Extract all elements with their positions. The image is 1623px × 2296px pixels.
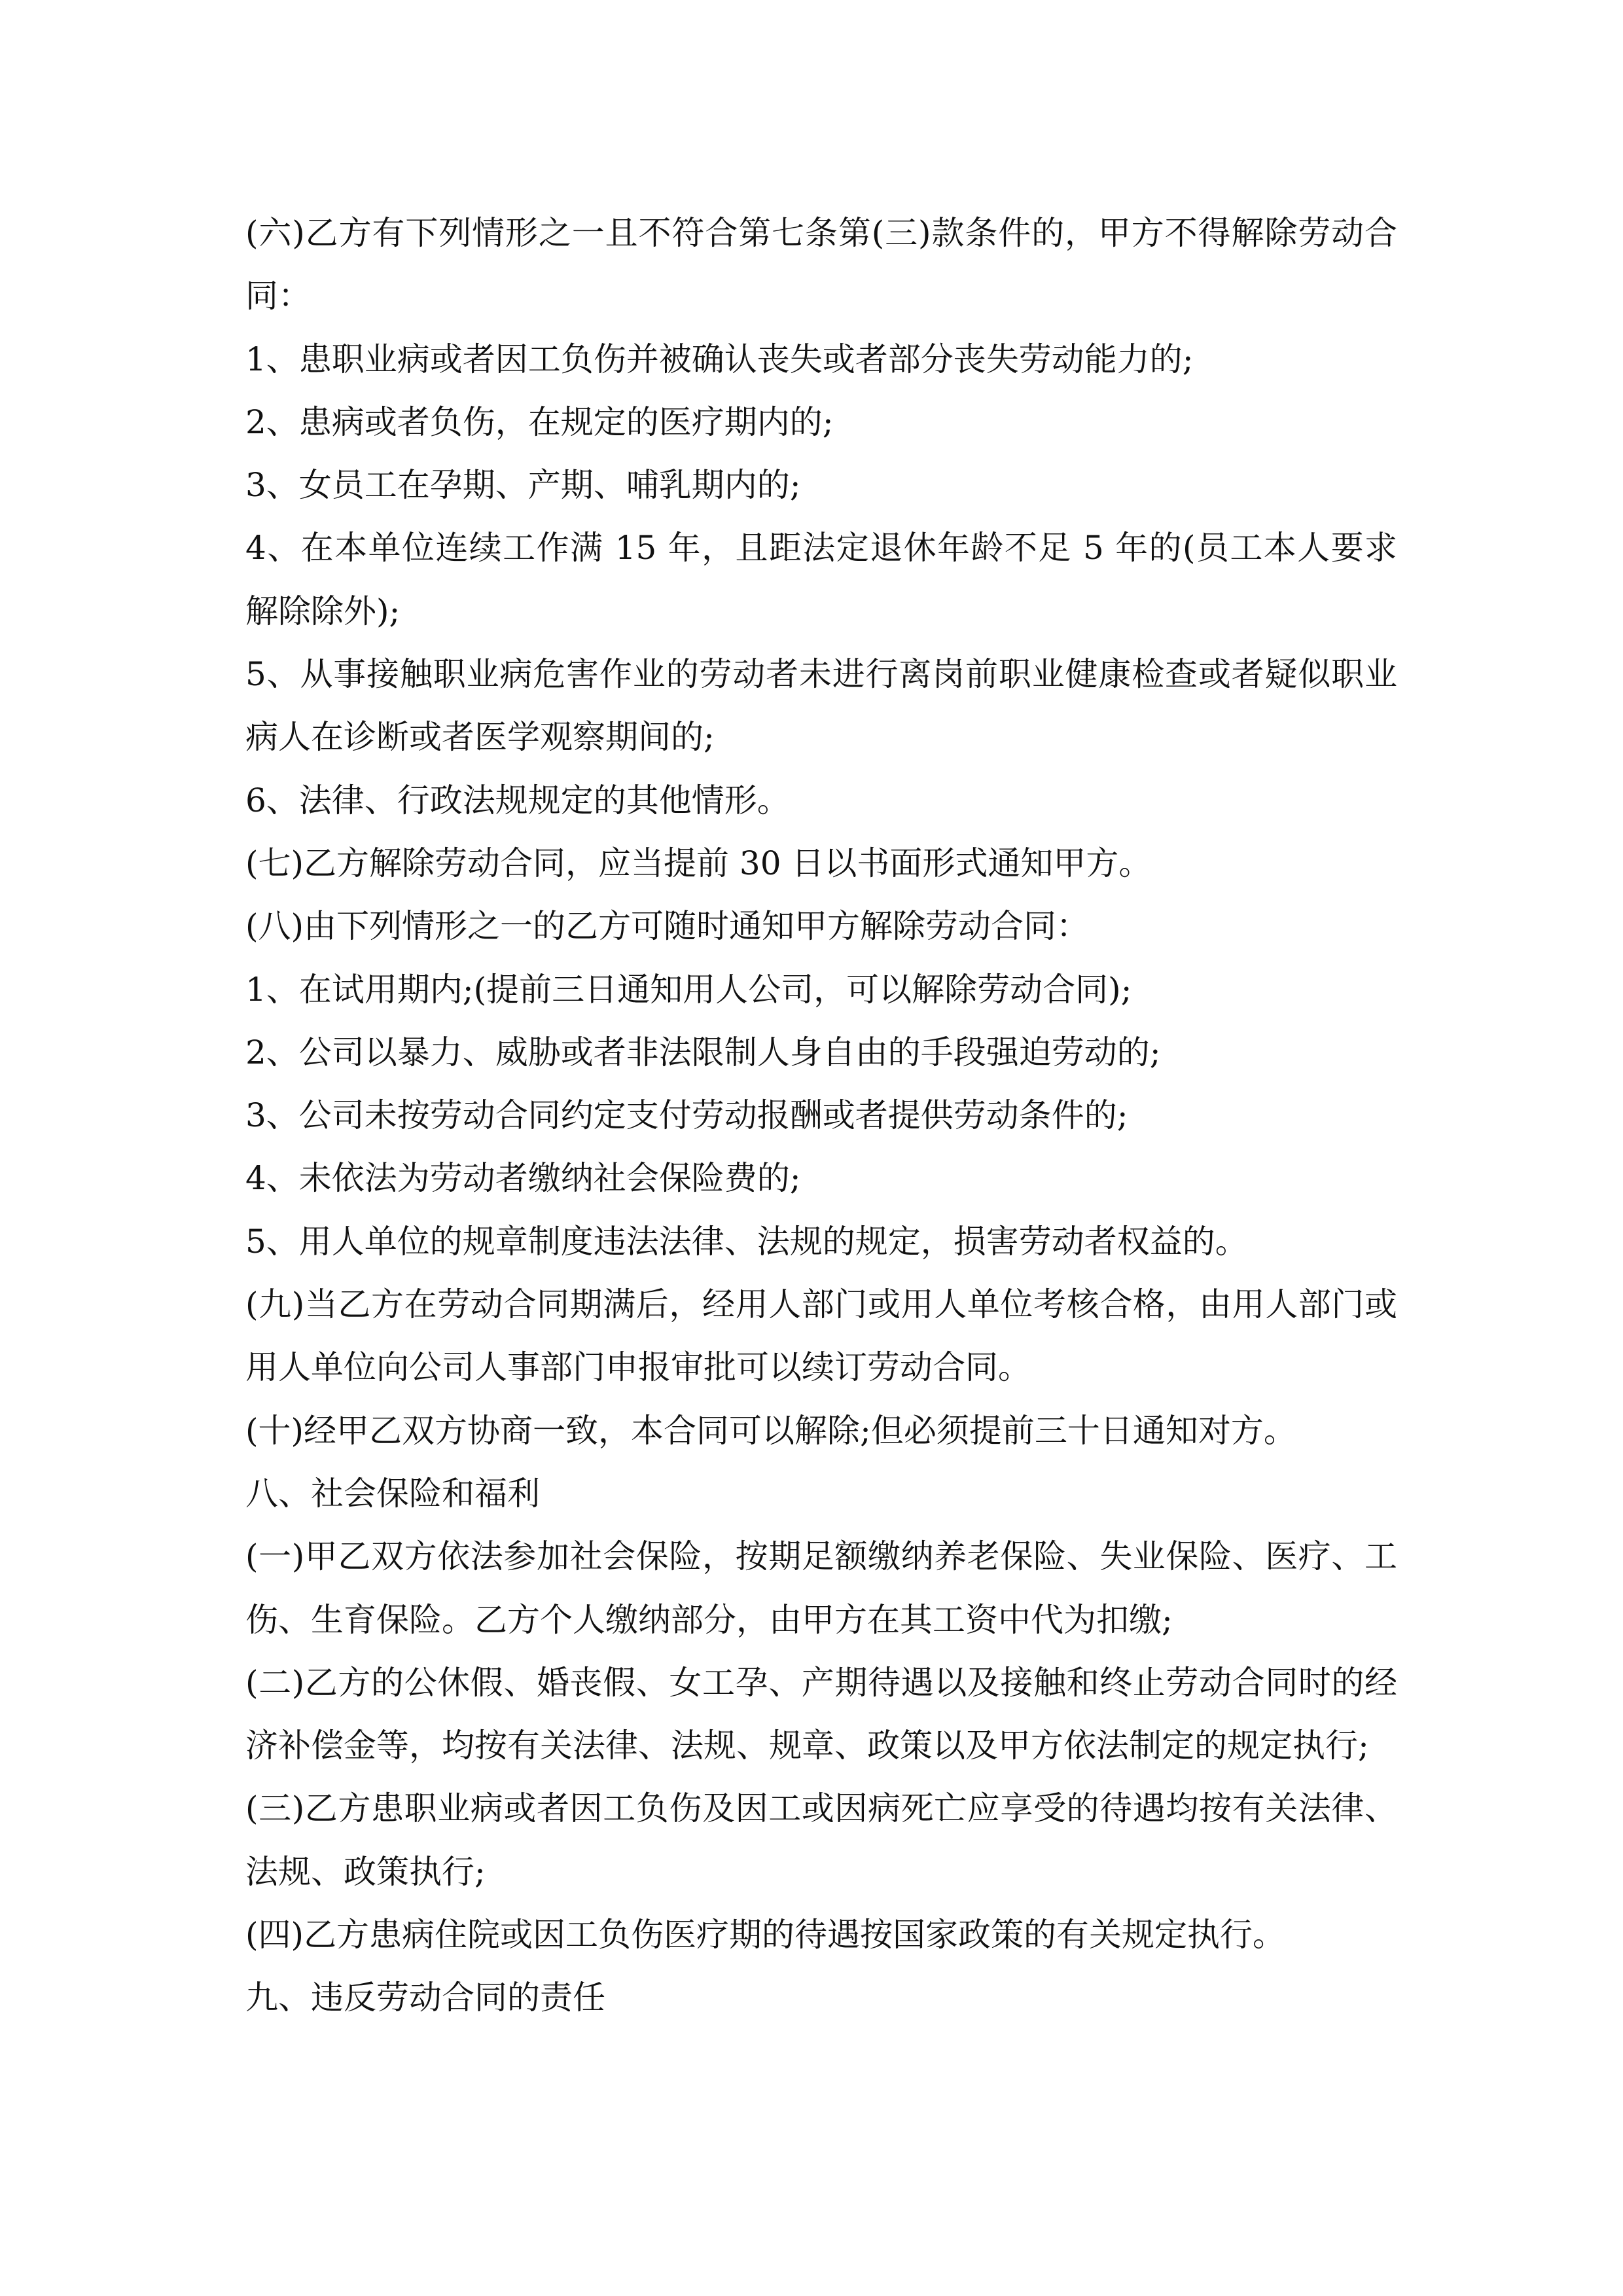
document-body [245,202,1397,2030]
paragraph-clause-8: (八)由下列情形之一的乙方可随时通知甲方解除劳动合同： [245,907,1090,946]
list-item: 2、患病或者负伤，在规定的医疗期内的; [245,403,834,441]
paragraph-social-4: (四)乙方患病住院或因工负伤医疗期的待遇按国家政策的有关规定执行。 [245,1916,1286,1954]
paragraph-clause-6: (六)乙方有下列情形之一且不符合第七条第(三)款条件的，甲方不得解除劳动合同： [245,214,1397,315]
list-item: 3、公司未按劳动合同约定支付劳动报酬或者提供劳动条件的; [245,1096,1128,1135]
list-item: 2、公司以暴力、威胁或者非法限制人身自由的手段强迫劳动的; [245,1033,1161,1071]
list-item: 5、从事接触职业病危害作业的劳动者未进行离岗前职业健康检查或者疑似职业病人在诊断或者医学观察期间的; [245,655,1397,757]
list-item: 6、法律、行政法规规定的其他情形。 [245,781,790,819]
paragraph-social-1: (一)甲乙双方依法参加社会保险，按期足额缴纳养老保险、失业保险、医疗、工伤、生育保险。乙方个人缴纳部分，由甲方在其工资中代为扣缴; [245,1537,1397,1639]
section-heading-8: 八、社会保险和福利 [245,1474,540,1513]
list-item: 1、在试用期内;(提前三日通知用人公司，可以解除劳动合同); [245,970,1132,1009]
paragraph-social-2: (二)乙方的公休假、婚丧假、女工孕、产期待遇以及接触和终止劳动合同时的经济补偿金等，均按有关法律、法规、规章、政策以及甲方依法制定的规定执行; [245,1663,1397,1765]
list-item: 4、未依法为劳动者缴纳社会保险费的; [245,1159,801,1198]
section-heading-9: 九、违反劳动合同的责任 [245,1979,605,2017]
paragraph-clause-9: (九)当乙方在劳动合同期满后，经用人部门或用人单位考核合格，由用人部门或用人单位向公司人事部门申报审批可以续订劳动合同。 [245,1285,1397,1387]
list-item: 3、女员工在孕期、产期、哺乳期内的; [245,466,801,505]
paragraph-clause-10: (十)经甲乙双方协商一致，本合同可以解除;但必须提前三十日通知对方。 [245,1411,1296,1450]
paragraph-clause-7: (七)乙方解除劳动合同，应当提前 30 日以书面形式通知甲方。 [245,844,1152,882]
paragraph-social-3: (三)乙方患职业病或者因工负伤及因工或因病死亡应享受的待遇均按有关法律、法规、政策执行; [245,1789,1397,1891]
list-item: 5、用人单位的规章制度违法法律、法规的规定，损害劳动者权益的。 [245,1222,1248,1261]
list-item: 4、在本单位连续工作满 15 年，且距法定退休年龄不足 5 年的(员工本人要求解除除外); [245,529,1397,630]
list-item: 1、患职业病或者因工负伤并被确认丧失或者部分丧失劳动能力的; [245,340,1194,378]
